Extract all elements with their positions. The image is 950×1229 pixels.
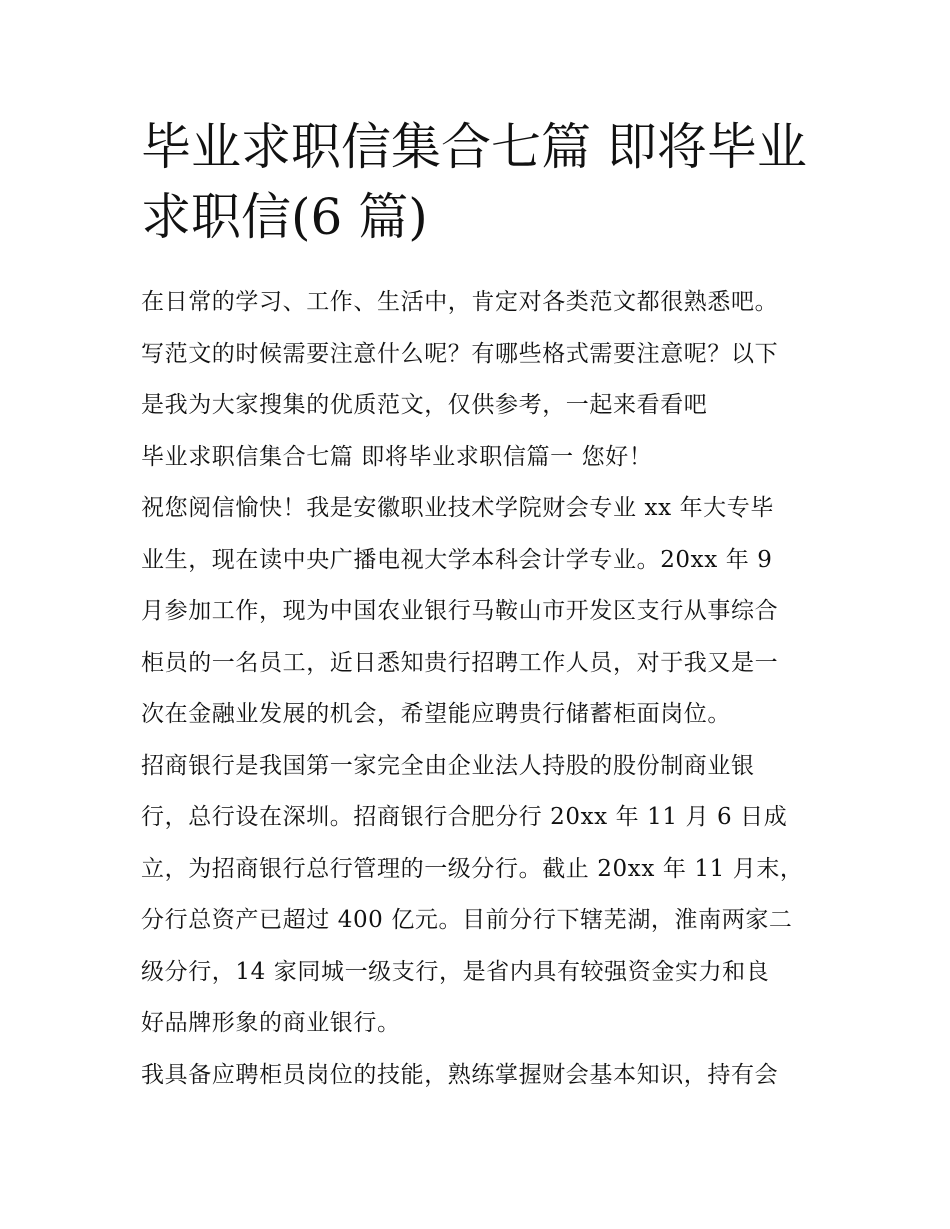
title-line-2: 求职信(6 篇)	[141, 188, 428, 246]
body-line: 次在金融业发展的机会，希望能应聘贵行储蓄柜面岗位。	[141, 701, 731, 727]
body-line: 写范文的时候需要注意什么呢？有哪些格式需要注意呢？以下	[141, 340, 779, 367]
body-line: 柜员的一名员工，近日悉知贵行招聘工作人员，对于我又是一	[141, 649, 779, 676]
body-line: 业生，现在读中央广播电视大学本科会计学专业。20xx 年 9	[141, 546, 773, 573]
body-line: 是我为大家搜集的优质范文，仅供参考，一起来看看吧	[141, 392, 708, 418]
body-line: 级分行，14 家同城一级支行，是省内具有较强资金实力和良	[141, 958, 770, 985]
body-line: 招商银行是我国第一家完全由企业法人持股的股份制商业银	[141, 752, 755, 779]
body-line: 月参加工作，现为中国农业银行马鞍山市开发区支行从事综合	[141, 598, 779, 624]
document-body	[141, 277, 831, 1101]
body-line: 祝您阅信愉快！我是安徽职业技术学院财会专业 xx 年大专毕	[141, 495, 774, 521]
body-line: 行，总行设在深圳。招商银行合肥分行 20xx 年 11 月 6 日成	[141, 804, 788, 830]
title-line-1: 毕业求职信集合七篇 即将毕业	[141, 118, 807, 176]
body-line: 我具备应聘柜员岗位的技能，熟练掌握财会基本知识，持有会	[141, 1061, 779, 1088]
body-line: 好品牌形象的商业银行。	[141, 1010, 401, 1036]
body-line: 立，为招商银行总行管理的一级分行。截止 20xx 年 11 月末，	[141, 855, 804, 882]
document-title	[141, 112, 841, 252]
body-line: 毕业求职信集合七篇 即将毕业求职信篇一 您好！	[141, 443, 653, 470]
body-line: 在日常的学习、工作、生活中，肯定对各类范文都很熟悉吧。	[141, 289, 779, 315]
body-line: 分行总资产已超过 400 亿元。目前分行下辖芜湖，淮南两家二	[141, 907, 793, 933]
